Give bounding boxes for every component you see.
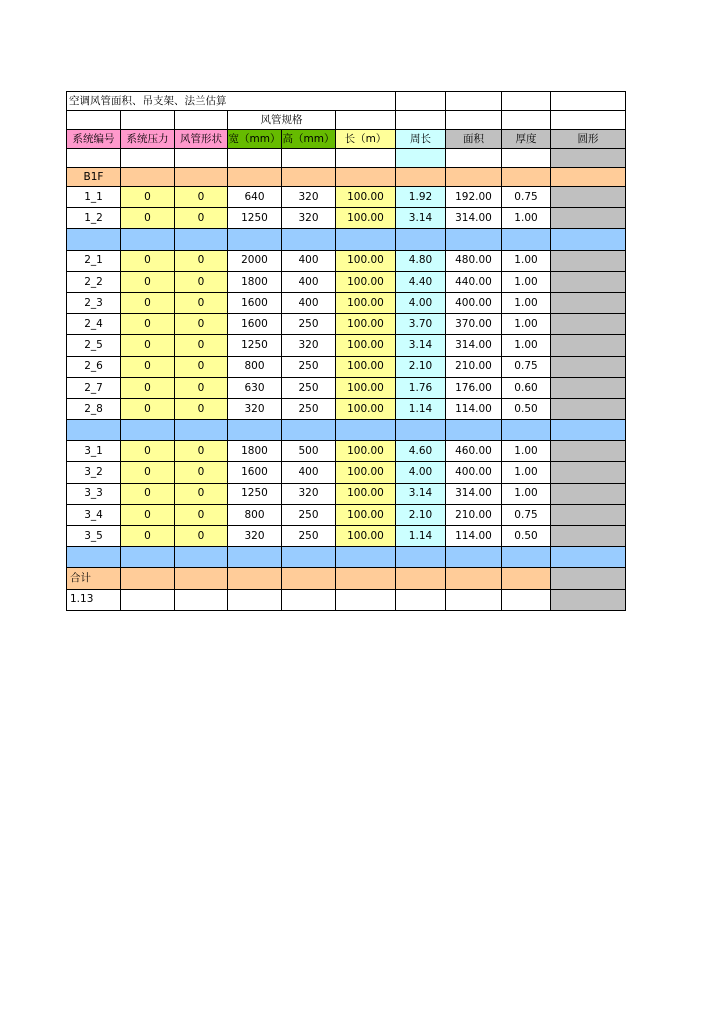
cell-length: 100.00 — [336, 398, 396, 419]
cell-pressure: 0 — [121, 187, 175, 208]
cell-round — [551, 187, 626, 208]
cell-area: 400.00 — [446, 462, 502, 483]
cell-perimeter: 4.80 — [396, 250, 446, 271]
section-label-b1f: B1F — [67, 168, 121, 187]
cell-shape: 0 — [175, 292, 228, 313]
cell-height: 400 — [282, 271, 336, 292]
cell-pressure: 0 — [121, 377, 175, 398]
cell-thickness: 1.00 — [502, 208, 551, 229]
cell-round — [551, 377, 626, 398]
cell-width: 1800 — [228, 271, 282, 292]
cell-length: 100.00 — [336, 335, 396, 356]
cell-pressure: 0 — [121, 335, 175, 356]
cell-round — [551, 504, 626, 525]
group-header-row — [67, 111, 626, 130]
cell-id: 2_4 — [67, 314, 121, 335]
cell-id: 3_1 — [67, 441, 121, 462]
cell-shape: 0 — [175, 483, 228, 504]
cell-shape: 0 — [175, 208, 228, 229]
cell-round — [551, 292, 626, 313]
table-row — [67, 356, 626, 377]
cell-height: 320 — [282, 335, 336, 356]
cell-width: 1600 — [228, 314, 282, 335]
cell-id: 2_1 — [67, 250, 121, 271]
cell-thickness: 0.75 — [502, 504, 551, 525]
cell-thickness: 1.00 — [502, 335, 551, 356]
total-value-row — [67, 589, 626, 610]
section-separator-row — [67, 547, 626, 568]
table-row — [67, 271, 626, 292]
cell-area: 192.00 — [446, 187, 502, 208]
cell-id: 3_3 — [67, 483, 121, 504]
cell-area: 370.00 — [446, 314, 502, 335]
header-thickness: 厚度 — [502, 130, 551, 149]
cell-length: 100.00 — [336, 250, 396, 271]
cell-round — [551, 441, 626, 462]
cell-shape: 0 — [175, 250, 228, 271]
cell-height: 250 — [282, 314, 336, 335]
cell-area: 114.00 — [446, 526, 502, 547]
group-header-duct-spec: 风管规格 — [228, 111, 336, 130]
cell-height: 250 — [282, 398, 336, 419]
cell-shape: 0 — [175, 271, 228, 292]
total-label: 合计 — [67, 568, 121, 589]
table-row — [67, 377, 626, 398]
cell-pressure: 0 — [121, 356, 175, 377]
cell-width: 1250 — [228, 335, 282, 356]
cell-height: 250 — [282, 377, 336, 398]
table-row — [67, 187, 626, 208]
cell-thickness: 1.00 — [502, 271, 551, 292]
cell-shape: 0 — [175, 462, 228, 483]
cell-height: 500 — [282, 441, 336, 462]
cell-length: 100.00 — [336, 441, 396, 462]
cell-perimeter: 1.14 — [396, 526, 446, 547]
table-row — [67, 250, 626, 271]
cell-id: 3_5 — [67, 526, 121, 547]
cell-width: 1800 — [228, 441, 282, 462]
cell-perimeter: 4.60 — [396, 441, 446, 462]
cell-round — [551, 271, 626, 292]
table-row — [67, 526, 626, 547]
cell-round — [551, 208, 626, 229]
cell-shape: 0 — [175, 314, 228, 335]
table-row — [67, 208, 626, 229]
cell-length: 100.00 — [336, 526, 396, 547]
cell-pressure: 0 — [121, 504, 175, 525]
cell-perimeter: 4.00 — [396, 292, 446, 313]
cell-round — [551, 398, 626, 419]
cell-id: 2_2 — [67, 271, 121, 292]
cell-id: 2_5 — [67, 335, 121, 356]
cell-area: 460.00 — [446, 441, 502, 462]
section-separator-row — [67, 229, 626, 250]
cell-length: 100.00 — [336, 377, 396, 398]
cell-thickness: 0.75 — [502, 187, 551, 208]
title-row — [67, 92, 626, 111]
sheet-title: 空调风管面积、吊支架、法兰估算 — [67, 92, 396, 111]
table-row — [67, 292, 626, 313]
cell-shape: 0 — [175, 441, 228, 462]
cell-pressure: 0 — [121, 526, 175, 547]
cell-height: 400 — [282, 462, 336, 483]
cell-width: 1600 — [228, 292, 282, 313]
cell-id: 3_2 — [67, 462, 121, 483]
cell-height: 250 — [282, 356, 336, 377]
cell-height: 250 — [282, 504, 336, 525]
cell-thickness: 1.00 — [502, 314, 551, 335]
cell-area: 314.00 — [446, 483, 502, 504]
header-shape: 风管形状 — [175, 130, 228, 149]
cell-pressure: 0 — [121, 483, 175, 504]
cell-height: 320 — [282, 187, 336, 208]
cell-thickness: 1.00 — [502, 250, 551, 271]
cell-id: 1_2 — [67, 208, 121, 229]
cell-perimeter: 4.00 — [396, 462, 446, 483]
cell-thickness: 1.00 — [502, 441, 551, 462]
cell-thickness: 1.00 — [502, 292, 551, 313]
section-separator-row — [67, 420, 626, 441]
table-row — [67, 462, 626, 483]
table-row — [67, 335, 626, 356]
cell-length: 100.00 — [336, 356, 396, 377]
cell-length: 100.00 — [336, 462, 396, 483]
cell-height: 320 — [282, 208, 336, 229]
cell-width: 1250 — [228, 208, 282, 229]
cell-width: 800 — [228, 356, 282, 377]
cell-thickness: 1.00 — [502, 462, 551, 483]
cell-pressure: 0 — [121, 441, 175, 462]
cell-length: 100.00 — [336, 208, 396, 229]
cell-id: 1_1 — [67, 187, 121, 208]
header-width: 宽（mm） — [228, 130, 282, 149]
table-row — [67, 314, 626, 335]
header-round: 圆形 — [551, 130, 626, 149]
cell-id: 2_6 — [67, 356, 121, 377]
cell-height: 400 — [282, 292, 336, 313]
cell-area: 440.00 — [446, 271, 502, 292]
cell-thickness: 1.00 — [502, 483, 551, 504]
cell-width: 1600 — [228, 462, 282, 483]
header-length: 长（m） — [336, 130, 396, 149]
cell-thickness: 0.60 — [502, 377, 551, 398]
cell-pressure: 0 — [121, 292, 175, 313]
cell-length: 100.00 — [336, 292, 396, 313]
cell-perimeter: 2.10 — [396, 356, 446, 377]
cell-id: 2_7 — [67, 377, 121, 398]
cell-width: 630 — [228, 377, 282, 398]
cell-shape: 0 — [175, 398, 228, 419]
cell-thickness: 0.50 — [502, 526, 551, 547]
cell-height: 250 — [282, 526, 336, 547]
cell-perimeter: 3.14 — [396, 208, 446, 229]
table-row — [67, 398, 626, 419]
cell-area: 480.00 — [446, 250, 502, 271]
cell-perimeter: 3.70 — [396, 314, 446, 335]
spacer-row — [67, 149, 626, 168]
cell-round — [551, 483, 626, 504]
cell-area: 314.00 — [446, 335, 502, 356]
cell-length: 100.00 — [336, 483, 396, 504]
cell-area: 114.00 — [446, 398, 502, 419]
cell-length: 100.00 — [336, 187, 396, 208]
cell-width: 2000 — [228, 250, 282, 271]
cell-pressure: 0 — [121, 250, 175, 271]
cell-perimeter: 1.76 — [396, 377, 446, 398]
cell-thickness: 0.75 — [502, 356, 551, 377]
cell-pressure: 0 — [121, 314, 175, 335]
cell-length: 100.00 — [336, 504, 396, 525]
cell-width: 320 — [228, 398, 282, 419]
cell-area: 400.00 — [446, 292, 502, 313]
header-perimeter: 周长 — [396, 130, 446, 149]
cell-round — [551, 526, 626, 547]
cell-length: 100.00 — [336, 271, 396, 292]
table-row — [67, 483, 626, 504]
cell-round — [551, 356, 626, 377]
duct-estimate-table — [66, 91, 626, 611]
cell-round — [551, 314, 626, 335]
cell-round — [551, 250, 626, 271]
cell-shape: 0 — [175, 356, 228, 377]
cell-shape: 0 — [175, 526, 228, 547]
header-area: 面积 — [446, 130, 502, 149]
cell-thickness: 0.50 — [502, 398, 551, 419]
cell-pressure: 0 — [121, 271, 175, 292]
header-pressure: 系统压力 — [121, 130, 175, 149]
cell-perimeter: 3.14 — [396, 483, 446, 504]
cell-height: 400 — [282, 250, 336, 271]
cell-shape: 0 — [175, 187, 228, 208]
cell-id: 2_8 — [67, 398, 121, 419]
cell-id: 2_3 — [67, 292, 121, 313]
cell-area: 314.00 — [446, 208, 502, 229]
cell-area: 176.00 — [446, 377, 502, 398]
cell-perimeter: 1.14 — [396, 398, 446, 419]
cell-perimeter: 2.10 — [396, 504, 446, 525]
cell-pressure: 0 — [121, 208, 175, 229]
cell-width: 1250 — [228, 483, 282, 504]
cell-length: 100.00 — [336, 314, 396, 335]
cell-perimeter: 4.40 — [396, 271, 446, 292]
cell-perimeter: 3.14 — [396, 335, 446, 356]
cell-width: 640 — [228, 187, 282, 208]
cell-height: 320 — [282, 483, 336, 504]
total-value: 1.13 — [67, 589, 121, 610]
cell-id: 3_4 — [67, 504, 121, 525]
cell-shape: 0 — [175, 377, 228, 398]
cell-round — [551, 462, 626, 483]
table-row — [67, 504, 626, 525]
cell-area: 210.00 — [446, 356, 502, 377]
cell-width: 320 — [228, 526, 282, 547]
cell-width: 800 — [228, 504, 282, 525]
total-label-row — [67, 568, 626, 589]
section-row-b1f — [67, 168, 626, 187]
cell-pressure: 0 — [121, 462, 175, 483]
header-id: 系统编号 — [67, 130, 121, 149]
cell-shape: 0 — [175, 335, 228, 356]
header-height: 高（mm） — [282, 130, 336, 149]
cell-pressure: 0 — [121, 398, 175, 419]
column-header-row — [67, 130, 626, 149]
cell-area: 210.00 — [446, 504, 502, 525]
table-row — [67, 441, 626, 462]
cell-shape: 0 — [175, 504, 228, 525]
cell-perimeter: 1.92 — [396, 187, 446, 208]
cell-round — [551, 335, 626, 356]
